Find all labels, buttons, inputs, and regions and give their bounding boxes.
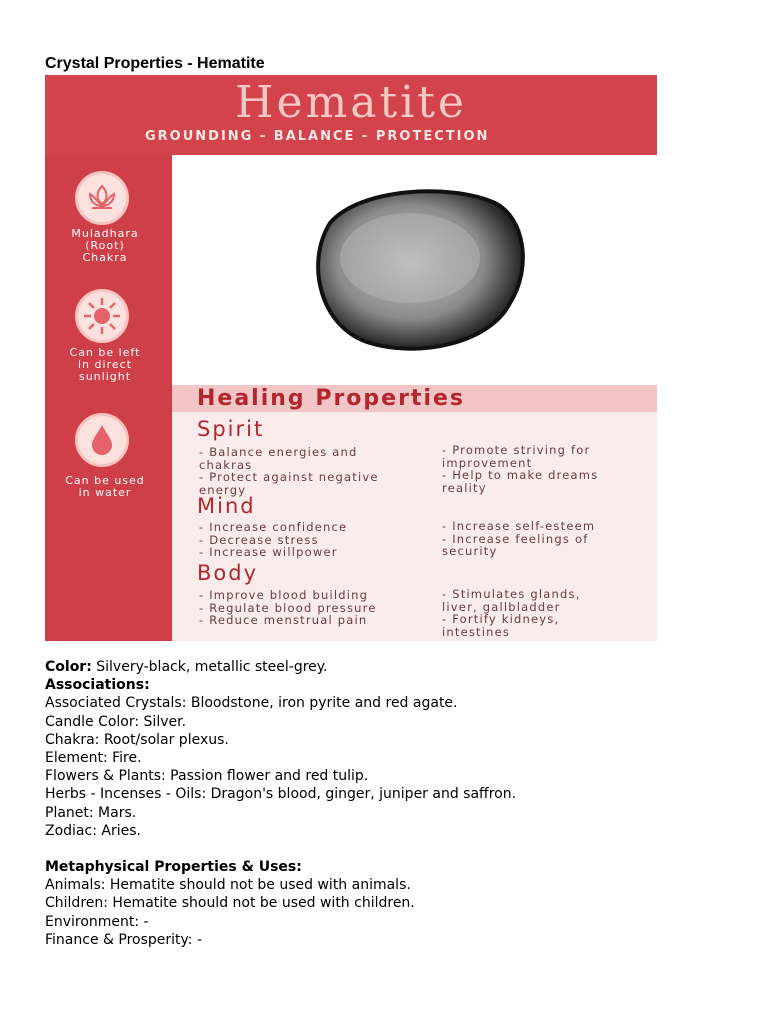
association-item: Flowers & Plants: Passion flower and red tulip. [45, 768, 369, 785]
water-drop-icon [75, 413, 129, 467]
sun-icon [75, 289, 129, 343]
color-value: Silvery-black, metallic steel-grey. [91, 659, 328, 675]
hematite-stone-image [300, 183, 530, 355]
lotus-chakra-icon [75, 171, 129, 225]
association-item: Herbs - Incenses - Oils: Dragon's blood, ginger, juniper and saffron. [45, 786, 517, 803]
color-line [45, 658, 516, 676]
spirit-left-list: - Balance energies and chakras - Protect against negative energy [199, 445, 379, 497]
association-item: Planet: Mars. [45, 804, 137, 821]
mind-left-list: - Increase confidence - Decrease stress - Increase willpower [199, 520, 348, 559]
healing-title-bar [172, 385, 657, 412]
associations-heading: Associations: [45, 677, 150, 694]
poster-crystal-name: Hematite [235, 77, 467, 128]
body-left-list: - Improve blood building - Regulate blood pressure - Reduce menstrual pain [199, 588, 377, 627]
association-item: Chakra: Root/solar plexus. [45, 731, 229, 748]
healing-properties-panel [172, 385, 657, 641]
metaphysical-heading: Metaphysical Properties & Uses: [45, 859, 302, 876]
body-right-list: - Stimulates glands, liver, gallbladder - Fortify kidneys, intestines [442, 587, 581, 639]
poster-header [45, 75, 657, 155]
section-heading-mind: Mind [197, 494, 256, 518]
association-item: Zodiac: Aries. [45, 822, 141, 839]
crystal-details [45, 658, 516, 949]
poster-sidebar [45, 155, 172, 641]
color-label: Color: [45, 659, 92, 675]
association-item: Element: Fire. [45, 749, 142, 766]
spirit-right-list: - Promote striving for improvement - Help to make dreams reality [442, 443, 599, 495]
association-item: Candle Color: Silver. [45, 713, 187, 730]
poster-tagline: GROUNDING - BALANCE - PROTECTION [145, 129, 490, 144]
badge-label-chakra: Muladhara (Root) Chakra [71, 227, 139, 264]
spacer [45, 840, 516, 858]
badge-label-sunlight: Can be left in direct sunlight [69, 346, 141, 383]
stone-photo-area [172, 155, 657, 385]
mind-right-list: - Increase self-esteem - Increase feelings of security [442, 519, 596, 558]
badge-label-water: Can be used in water [65, 474, 145, 499]
association-item: Associated Crystals: Bloodstone, iron pyrite and red agate. [45, 695, 458, 712]
section-heading-spirit: Spirit [197, 417, 265, 441]
metaphysical-item: Environment: - [45, 913, 149, 930]
section-heading-body: Body [197, 561, 259, 585]
healing-title: Healing Properties [197, 386, 466, 411]
page-title: Crystal Properties - Hematite [45, 55, 265, 72]
metaphysical-item: Animals: Hematite should not be used with animals. [45, 877, 411, 894]
metaphysical-item: Children: Hematite should not be used with children. [45, 895, 415, 912]
metaphysical-item: Finance & Prosperity: - [45, 931, 203, 948]
hematite-poster [45, 75, 657, 641]
